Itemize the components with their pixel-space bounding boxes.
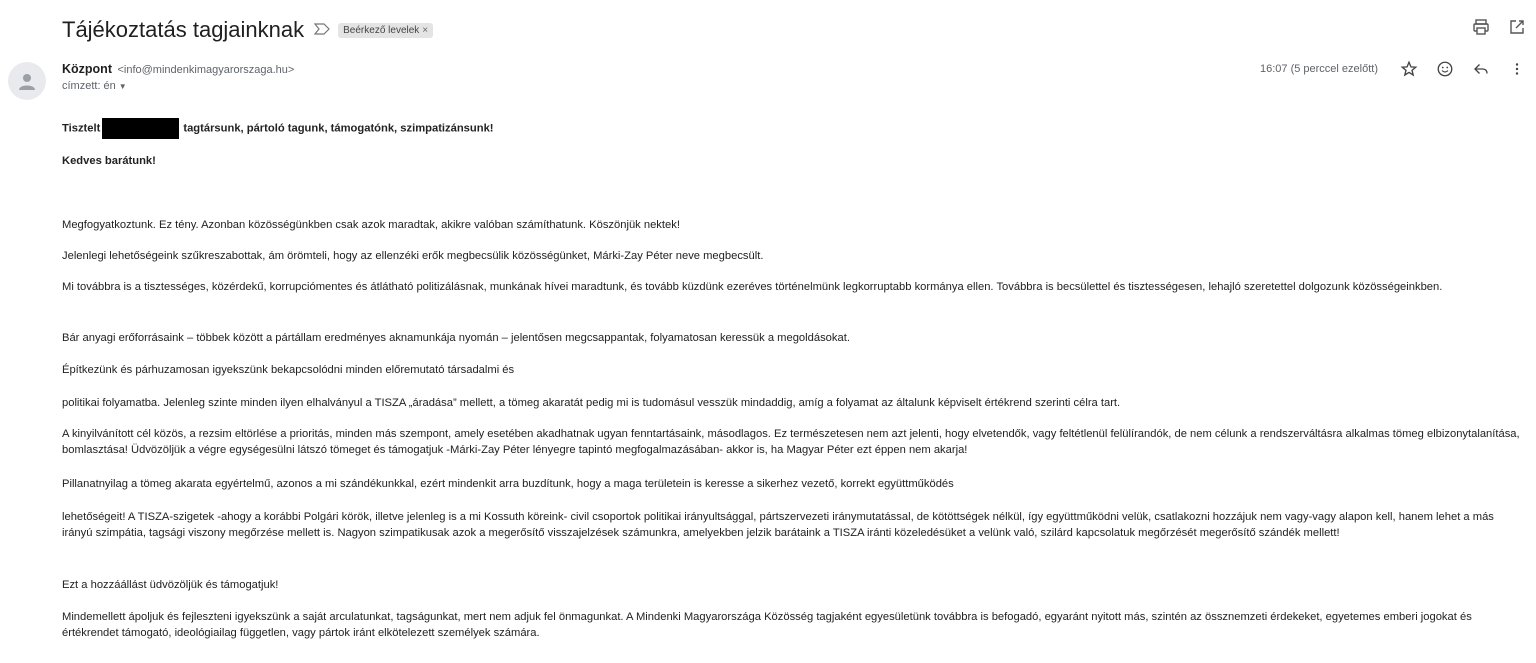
greeting-line — [62, 118, 494, 139]
open-in-new-icon[interactable] — [1508, 18, 1526, 36]
print-icon[interactable] — [1472, 18, 1490, 36]
body-paragraph: Ezt a hozzáállást üdvözöljük és támogatjuk! — [62, 579, 279, 591]
remove-label-icon[interactable]: × — [422, 24, 429, 36]
body-paragraph: Pillanatnyilag a tömeg akarata egyértelmű, azonos a mi szándékunkkal, ezért mindenkit arra buzdítunk, hogy a maga területein is keresse a sikerhez vezető, korrekt együttműködés — [62, 478, 954, 490]
body-paragraph: Megfogyatkoztunk. Ez tény. Azonban közösségünkben csak azok maradtak, akikre valóban számíthatunk. Köszönjük nektek! — [62, 219, 680, 231]
top-actions — [1472, 18, 1526, 36]
emoji-icon[interactable] — [1436, 60, 1454, 78]
timestamp: 16:07 (5 perccel ezelőtt) — [1259, 63, 1378, 75]
chevron-down-icon[interactable]: ▼ — [118, 82, 127, 91]
body-paragraph: Építkezünk és párhuzamosan igyekszünk bekapcsolódni minden előremutató társadalmi és — [62, 364, 515, 376]
recipient-line[interactable] — [62, 80, 294, 92]
sender-name[interactable]: Központ — [62, 62, 112, 76]
body-paragraph: lehetőségeit! A TISZA-szigetek -ahogy a korábbi Polgári körök, illetve jelenleg is a mi Kossuth köreink- civil csoportok politikai irányultsággal, pártszervezeti iránymutatással, de kötöttségek nélkül, így együttműködni velük, csatlakozni hozzájuk nem vagy-vagy alapon kell, hanem lehet a más irányú szimpátia, tagsági viszony megőrzése mellett is. Nagyon szimpatikusak azok a megerősítő visszajelzések számunkra, amelyekben jelzik barátaink a TISZA iránti közeledésüket a velünk való, szilárd kapcsolatuk megőrzését megerősítő szándék mellett! — [62, 511, 1494, 539]
person-icon — [16, 70, 38, 92]
inbox-label-chip[interactable] — [338, 23, 433, 38]
redacted-name — [102, 118, 179, 139]
greeting-prefix: Tisztelt — [62, 122, 101, 135]
recipient-text: címzett: én — [62, 80, 116, 92]
message-actions — [1260, 60, 1526, 78]
greeting-secondary: Kedves barátunk! — [62, 155, 156, 167]
reply-icon[interactable] — [1472, 60, 1490, 78]
label-chip-text: Beérkező levelek — [343, 24, 420, 36]
sender-avatar[interactable] — [8, 62, 46, 100]
more-vert-icon[interactable] — [1508, 60, 1526, 78]
body-paragraph: Jelenlegi lehetőségeink szűkreszabottak, ám örömteli, hogy az ellenzéki erők megbecsülik közösségünket, Márki-Zay Péter neve megbecsült. — [62, 250, 764, 262]
body-paragraph: Mi továbbra is a tisztességes, közérdekű, korrupciómentes és átlátható politizálásnak, munkának hívei maradtunk, és tovább küzdünk ezeréves történelmünk legkorruptabb kormánya ellen. Továbbra is becsülettel és tisztességesen, lehajló szeretettel dolgozunk közösségeinkben. — [62, 281, 1443, 293]
sender-block — [62, 62, 294, 92]
body-paragraph: Mindemellett ápoljuk és fejleszteni igyekszünk a saját arculatunkat, tagságunkat, mert nem adjuk fel önmagunkat. A Mindenki Magyarországa Közösség tagjaként egyesületünk továbbra is befogadó, egyaránt nyitott más, szintén az össznemzeti érdekeket, egyetemes emberi jogokat és értékrendet támogató, ideológiailag független, vagy pártok iránt elkötelezett személyek számára. — [62, 611, 1472, 639]
subject-row — [62, 14, 433, 46]
email-subject: Tájékoztatás tagjainknak — [62, 17, 305, 42]
sender-email: <info@mindenkimagyarorszaga.hu> — [117, 64, 295, 76]
body-paragraph: politikai folyamatba. Jelenleg szinte minden ilyen elhalványul a TISZA „áradása” mellett, a tömeg akaratát pedig mi is tudomásul vesszük mindaddig, amíg a folyamat az általunk képviselt értékrend szerinti célra tart. — [62, 397, 1121, 409]
star-icon[interactable] — [1400, 60, 1418, 78]
greeting-suffix: tagtársunk, pártoló tagunk, támogatónk, szimpatizánsunk! — [183, 122, 494, 135]
body-paragraph: A kinyilvánított cél közös, a rezsim eltörlése a prioritás, minden más szempont, amely esetében akadhatnak ugyan fenntartásaink, másodlagos. Ez természetesen nem azt jelenti, hogy elvetendők, vagy feltétlenül felülírandók, de nem célunk a rendszerváltásra alkalmas tömeg elbizonytalanítása, bomlasztása! Üdvözöljük a végre egységesülni látszó tömeget és támogatjuk -Márki-Zay Péter lényegre tapintó megfogalmazásában- akkor is, ha Magyar Péter ezt éppen nem akarja! — [62, 428, 1520, 456]
importance-marker-icon[interactable] — [314, 22, 330, 39]
body-paragraph: Bár anyagi erőforrásaink – többek között a pártállam eredményes aknamunkája nyomán – jelentősen megcsappantak, folyamatosan keressük a megoldásokat. — [62, 332, 850, 344]
